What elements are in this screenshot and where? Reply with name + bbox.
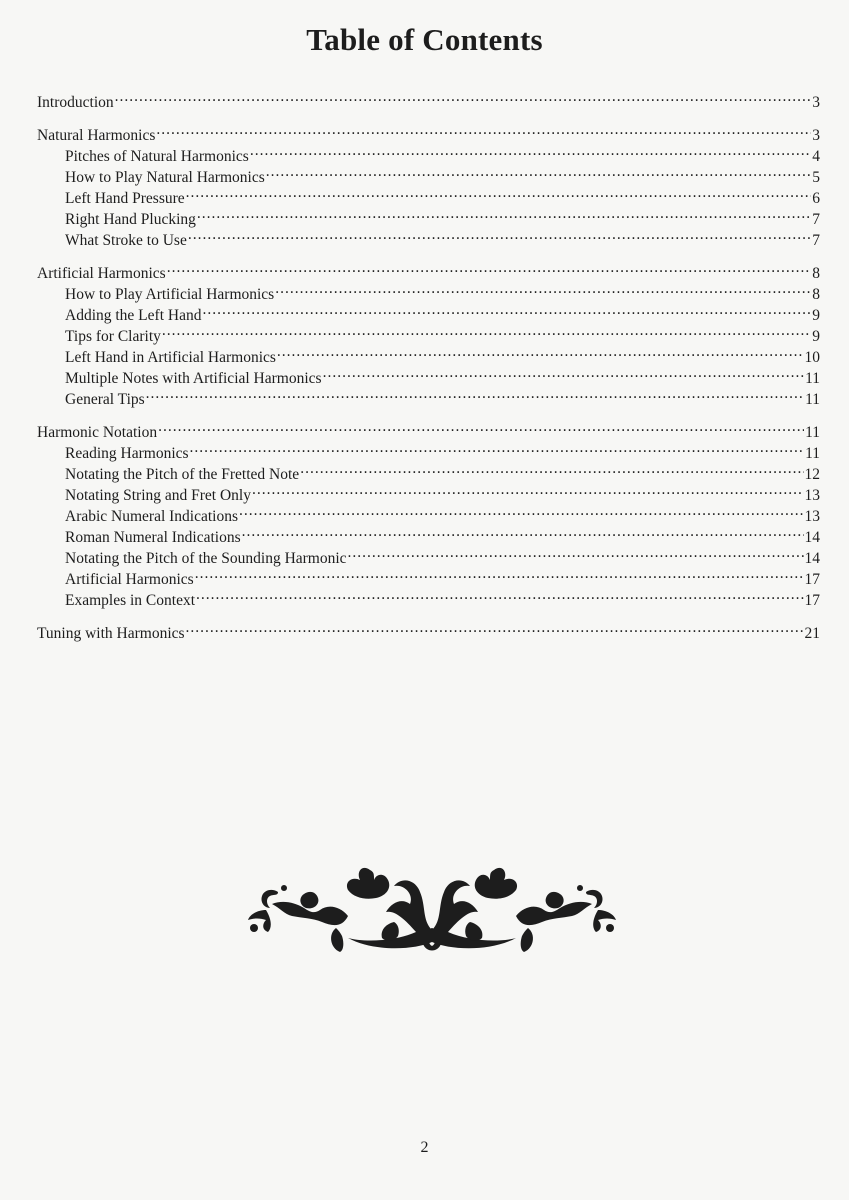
toc-entry-label: Artificial Harmonics [65,571,194,588]
dot-leader [197,203,811,224]
toc-entry[interactable] [37,119,820,144]
toc-entry-page: 13 [804,487,820,504]
toc-entry-page: 14 [804,529,820,546]
toc-entry-label: Roman Numeral Indications [65,529,241,546]
toc-entry-label: How to Play Artificial Harmonics [65,286,275,303]
toc-entry-page: 8 [812,286,820,303]
toc-entry-label: Tips for Clarity [65,328,161,345]
toc-entry-page: 17 [804,592,820,609]
dot-leader [250,140,811,161]
toc-entry-page: 21 [804,625,820,642]
toc-entry-page: 11 [805,445,820,462]
dot-leader [348,542,804,563]
dot-leader [188,224,811,245]
toc-entry-label: Left Hand Pressure [65,190,185,207]
toc-entry-page: 11 [805,424,820,441]
dot-leader [156,119,811,140]
toc-entry-label: General Tips [65,391,145,408]
toc-entry-page: 13 [804,508,820,525]
dot-leader [190,437,805,458]
toc-entry-page: 12 [804,466,820,483]
dot-leader [277,341,804,362]
floral-ornament-icon [244,858,620,954]
toc-entry-page: 5 [812,169,820,186]
dot-leader [162,320,811,341]
toc-entry-label: Right Hand Plucking [65,211,196,228]
toc-subentry[interactable] [37,383,820,408]
toc-entry-page: 8 [812,265,820,282]
toc-entry-page: 14 [804,550,820,567]
toc-entry-label: Multiple Notes with Artificial Harmonics [65,370,322,387]
dot-leader [186,617,804,638]
toc-entry-page: 3 [812,127,820,144]
dot-leader [196,584,803,605]
dot-leader [300,458,803,479]
dot-leader [275,278,811,299]
toc-entry-label: Notating String and Fret Only [65,487,251,504]
toc-entry-page: 9 [812,328,820,345]
toc-entry-label: Reading Harmonics [65,445,189,462]
toc-entry-label: Adding the Left Hand [65,307,202,324]
toc-entry-label: Notating the Pitch of the Fretted Note [65,466,300,483]
dot-leader [239,500,803,521]
toc-entry-page: 7 [812,232,820,249]
toc-entry-label: Artificial Harmonics [37,265,166,282]
dot-leader [146,383,804,404]
toc-entry-page: 17 [804,571,820,588]
toc-entry[interactable] [37,257,820,282]
page-title: Table of Contents [306,22,543,57]
dot-leader [195,563,804,584]
toc-entry-label: Natural Harmonics [37,127,156,144]
toc-entry-page: 9 [812,307,820,324]
dot-leader [266,161,812,182]
toc-entry-label: How to Play Natural Harmonics [65,169,265,186]
toc-entry-label: What Stroke to Use [65,232,187,249]
toc-entry[interactable] [37,86,820,111]
dot-leader [186,182,812,203]
toc-entry-label: Tuning with Harmonics [37,625,185,642]
toc-entry-label: Introduction [37,94,114,111]
dot-leader [202,299,811,320]
dot-leader [242,521,804,542]
dot-leader [323,362,804,383]
toc-entry-label: Pitches of Natural Harmonics [65,148,249,165]
page-number: 2 [420,1139,429,1156]
toc-entry-label: Notating the Pitch of the Sounding Harmonic [65,550,347,567]
toc-entry[interactable] [37,617,820,642]
toc-entry-page: 10 [804,349,820,366]
toc-entry-page: 11 [805,391,820,408]
dot-leader [115,86,812,107]
toc-entry-page: 4 [812,148,820,165]
toc-entry-page: 11 [805,370,820,387]
table-of-contents [37,86,820,642]
toc-entry-page: 3 [812,94,820,111]
toc-entry[interactable] [37,416,820,441]
dot-leader [167,257,812,278]
dot-leader [252,479,804,500]
toc-entry-label: Left Hand in Artificial Harmonics [65,349,276,366]
toc-entry-label: Examples in Context [65,592,196,609]
toc-entry-page: 6 [812,190,820,207]
dot-leader [158,416,804,437]
toc-entry-label: Harmonic Notation [37,424,158,441]
toc-entry-page: 7 [812,211,820,228]
toc-entry-label: Arabic Numeral Indications [65,508,239,525]
